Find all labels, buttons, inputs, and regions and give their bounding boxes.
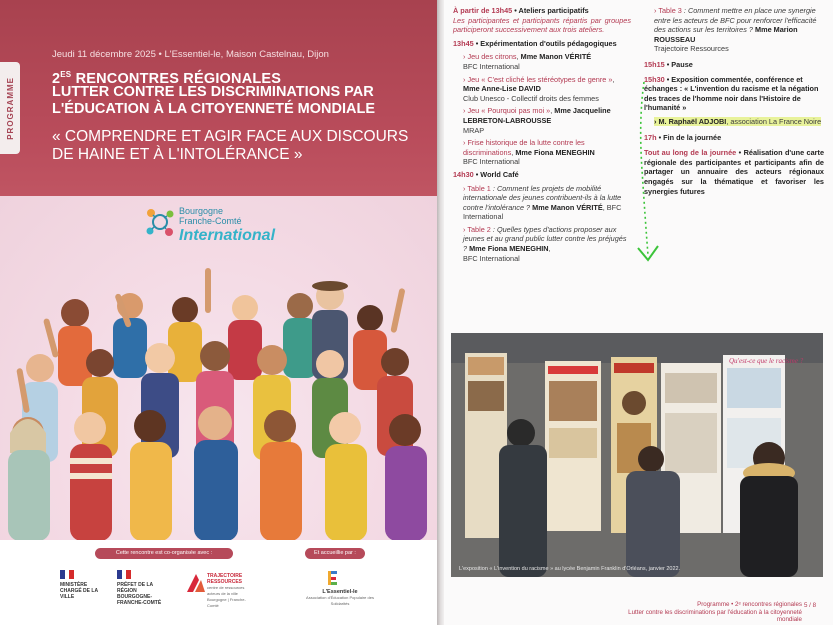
workshop-item: [453, 138, 631, 167]
table-label: › Table 3: [654, 6, 682, 15]
workshop-title: › Jeu des citrons: [463, 52, 517, 62]
world-cafe-table-3: [644, 6, 824, 54]
title-line-1-text: RENCONTRES RÉGIONALES: [71, 70, 282, 87]
schedule-ateliers: [453, 6, 631, 35]
programme-column-a: [453, 6, 631, 266]
session-title: • Pause: [664, 59, 693, 69]
table-label: › Table 1: [463, 183, 491, 193]
exhibition-photo: [451, 333, 823, 577]
hosted-by-label: Et accueillie par :: [305, 548, 365, 559]
trajectoire-logo-icon: [185, 572, 207, 594]
speaker-name: Mme Manon VÉRITÉ: [520, 52, 592, 62]
session-title: • World Café: [473, 169, 519, 179]
workshop-title: › Frise historique de la lutte contre les discriminations: [463, 138, 585, 157]
crowd-front-row: [8, 406, 427, 541]
time-label: À partir de 13h45: [453, 6, 513, 15]
french-flag-icon: [60, 570, 74, 579]
table-question: : Quelles types d'actions proposer aux jeunes et au grand public lutter contre les préjugés ?: [463, 224, 627, 254]
event-date-line: Jeudi 11 décembre 2025 • L'Essentiel-le, Maison Castelnau, Dijon: [52, 49, 329, 60]
schedule-pause: [644, 60, 824, 70]
sponsor-prefet: PRÉFET DE LA RÉGION BOURGOGNE-FRANCHE-COMTÉ: [117, 582, 162, 606]
speaker-name: › M. Raphaël ADJOBI: [654, 116, 727, 126]
speaker-name: Mme Anne-Lise DAVID: [463, 84, 541, 94]
workshop-item: [453, 75, 631, 104]
logo-text-bourgogne: Bourgogne: [179, 206, 224, 216]
title-superscript: ES: [60, 70, 72, 79]
footer-line-1: Programme • 2ᵉ rencontres régionales: [697, 601, 802, 608]
schedule-all-day: [644, 148, 824, 196]
logo-text-international: International: [179, 227, 276, 244]
speaker-name: Mme Marion ROUSSEAU: [654, 25, 798, 44]
side-tab-label: PROGRAMME: [5, 76, 15, 140]
schedule-end: [644, 133, 824, 143]
programme-side-tab: [0, 62, 20, 154]
sponsor-ministere: MINISTÈRE CHARGÉ DE LA VILLE: [60, 582, 98, 600]
time-label: Tout au long de la journée: [644, 148, 737, 158]
session-title: • Expérimentation d'outils pédagogiques: [473, 38, 617, 48]
title-subtitle: « COMPRENDRE ET AGIR FACE AUX DISCOURS DE HAINE ET À L'INTOLÉRANCE »: [52, 128, 409, 163]
workshop-separator: ,: [612, 74, 615, 84]
title-number: 2: [52, 70, 61, 87]
sponsor-essentiel: [305, 589, 375, 607]
title-line-2: LUTTER CONTRE LES DISCRIMINATIONS PAR L'ÉDUCATION À LA CITOYENNETÉ MONDIALE: [52, 84, 375, 117]
logo-molecule-icon: [143, 205, 177, 239]
world-cafe-table: › Table 1 : Comment les projets de mobilité internationale des jeunes contribuent-ils à la lutte contre l'intolérance ? Mme Manon VÉRITÉ, BFC International: [463, 183, 622, 222]
speaker-org: BFC International: [463, 202, 622, 222]
essentiel-subtitle: Association d'Éducation Populaire des Solidarités: [306, 595, 374, 606]
programme-column-b: [644, 6, 824, 200]
speaker-org: BFC International: [463, 61, 520, 71]
table-label: › Table 2: [463, 224, 491, 234]
workshop-separator: ,: [516, 52, 521, 62]
schedule-world-cafe: [453, 170, 631, 180]
session-title: • Ateliers participatifs: [512, 6, 589, 15]
speaker-org: BFC International: [463, 157, 520, 167]
speaker-org: Trajectoire Ressources: [654, 44, 729, 54]
table-question: : Comment mettre en place une synergie entre les acteurs de BFC pour renforcer l'efficacité des actions sur les territoires ?: [654, 6, 817, 35]
logo-text-franche-comte: Franche-Comté: [179, 216, 242, 226]
sponsor-trajectoire: [207, 573, 257, 609]
workshop-title: › Jeu « C'est cliché les stéréotypes de genre »: [463, 74, 613, 84]
speaker-name: Mme Fiona MENEGHIN: [515, 147, 595, 157]
schedule-exposition: [644, 75, 824, 113]
panel-title-racisme: Qu'est-ce que le racisme ?: [729, 357, 804, 365]
trajectoire-subtitle: centre de ressources acteurs de la ville Bourgogne | Franche-Comté: [207, 585, 246, 608]
time-label: 14h30: [453, 169, 474, 179]
workshop-item: [453, 106, 631, 135]
co-organised-label: Cette rencontre est co-organisée avec :: [95, 548, 233, 559]
handwritten-bracket-arrow-annotation: [630, 80, 660, 265]
exhibition-scene: [451, 333, 823, 577]
session-title: • Exposition commentée, conférence et échanges : « L'invention du racisme et la négation des traces de l'homme noir dans l'Histoire de l'humanité »: [644, 74, 819, 113]
speaker-name: Mme Jacqueline LEBRETON-LABROUSSE: [463, 106, 611, 125]
essentiel-name: L'Essentiel-le: [322, 589, 358, 595]
footer-line-2: Lutter contre les discriminations par l'éducation à la citoyenneté mondiale: [628, 608, 802, 623]
schedule-experimentation: [453, 39, 631, 49]
diverse-crowd-illustration: [0, 258, 437, 541]
bfc-international-logo: [143, 200, 293, 248]
world-cafe-table: › Table 2 : Quelles types d'actions proposer aux jeunes et au grand public lutter contre les préjugés ? Mme Fiona MENEGHIN, BFC International: [463, 224, 627, 263]
time-label: 15h15: [644, 59, 665, 69]
session-description: Les participantes et participants répartis par groupes participeront successivement aux trois ateliers.: [453, 15, 631, 35]
page-footer-text: [612, 601, 802, 624]
page-number: 5 / 8: [804, 602, 817, 609]
workshop-separator: ,: [511, 147, 516, 157]
expo-speaker: [644, 117, 824, 127]
time-label: 17h: [644, 132, 657, 142]
speaker-org: , association La France Noire: [726, 116, 822, 126]
time-label: 13h45: [453, 38, 474, 48]
photo-caption: L'exposition « L'invention du racisme » au lycée Benjamin Franklin d'Orléans, janvier 2022.: [459, 566, 681, 572]
speaker-name: Mme Fiona MENEGHIN: [469, 244, 549, 254]
workshop-separator: ,: [550, 106, 555, 116]
speaker-org: BFC International: [463, 253, 520, 263]
session-title: • Fin de la journée: [656, 132, 722, 142]
french-flag-icon: [117, 570, 131, 579]
session-description: • Réalisation d'une carte régionale des participantes et participants afin de partager un annuaire des acteurs régionaux engagés sur la thématique et favoriser les synergies futures: [644, 148, 824, 196]
speaker-org: MRAP: [463, 125, 485, 135]
speaker-name: Mme Manon VÉRITÉ: [532, 202, 603, 212]
essentiel-logo-icon: [326, 570, 338, 586]
trajectoire-name: TRAJECTOIRE RESSOURCES: [207, 573, 243, 585]
page-gutter: [437, 0, 444, 625]
time-label: 15h30: [644, 74, 665, 84]
workshop-title: › Jeu « Pourquoi pas moi »: [463, 106, 551, 116]
speaker-org: Club Unesco - Collectif droits des femmes: [463, 93, 599, 103]
table-question: : Comment les projets de mobilité internationale des jeunes contribuent-ils à la lutte contre l'intolérance ?: [463, 183, 622, 212]
workshop-item: [453, 52, 631, 71]
